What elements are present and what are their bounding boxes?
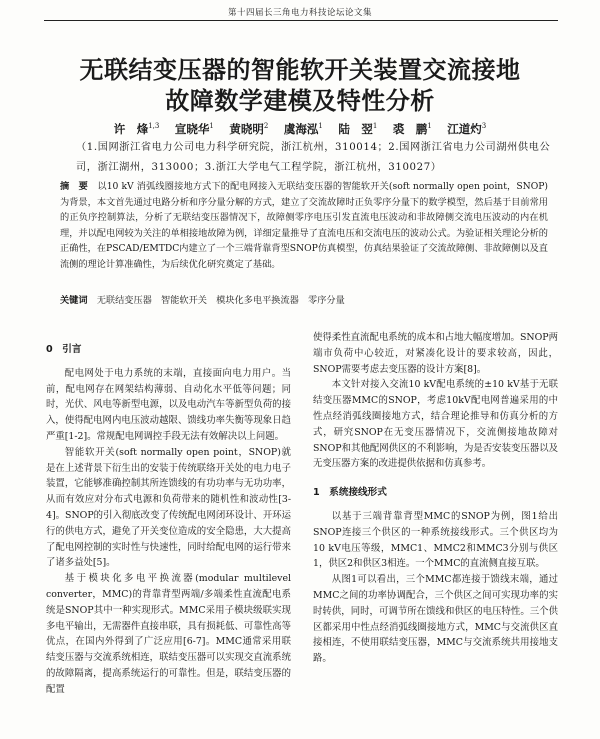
left-column [46, 342, 291, 698]
section-heading-system-wiring: 1 系统接线形式 [313, 487, 387, 499]
paragraph: 配电网处于电力系统的末端，直接面向电力用户。当前，配电网存在网架结构薄弱、自动化水平低等问题；同时，光伏、风电等新型电源，以及电动汽车等新型负荷的接入，使得配电网内电压波动越限、馈线功率失衡等现象日趋严重[1-2]。常规配电网调控手段无法有效解决以上问题。 [46, 367, 291, 442]
right-column [313, 330, 558, 667]
paper-title-line-2: 故障数学建模及特性分析 [165, 87, 435, 115]
author: 宣晓华$^1$ [174, 122, 214, 136]
paragraph: 基于模块化多电平换流器(modular multilevel converter，MMC)的背靠背型两端/多端柔性直流配电系统是SNOP其中一种实现形式。MMC采用子模块级联实现多电平输出，无需器件直接串联，具有损耗低、可靠性高等优点，在国内外得到了广泛应用[6-7]。MMC通常采用联结变压器与交流系统相连，联结变压器可以实现交直流系统的故障隔离，提高系统运行的可靠性。但是，联结变压器的配置 [46, 573, 291, 695]
author: 陆 翌$^1$ [338, 122, 378, 136]
abstract-text: 以10 kV 消弧线圈接地方式下的配电网接入无联结变压器的智能软开关(soft normally open point，SNOP)为背景，本文首先通过电路分析和序分量分解的方式，建立了交流故障时正负零序分量下的数学模型，然后基于目前常用的正负序控制算法，分析了无联结变压器情况下，故障侧零序电压引发直流电压波动和非故障侧交流电压波动的内在机理，并以配电网较为关注的单相接地故障为例，详细定量推导了直流电压和交流电压的波动公式。为验证相关理论分析的正确性，在PSCAD/EMTDC内建立了一个三端背靠背型SNOP仿真模型，仿真结果验证了交流故障侧、非故障侧以及直流侧的理论计算准确性，为后续优化研究奠定了基础。 [60, 181, 549, 270]
keywords [60, 292, 548, 306]
paragraph: 从图1可以看出，三个MMC都连接于馈线末端，通过MMC之间的功率协调配合，三个供区之间可实现功率的实时转供，同时，可调节所在馈线和供区的电压特性。三个供区都采用中性点经消弧线圈接地方式，MMC与交流供区直接相连，不使用联结变压器，MMC与交流系统共用接地支路。 [313, 574, 558, 665]
author: 黄晓明$^2$ [229, 122, 269, 136]
section-heading-introduction: 0 引言 [46, 344, 82, 355]
running-header: 第十四届长三角电力科技论坛论文集 [227, 8, 372, 18]
paragraph: 以基于三端背靠背型MMC的SNOP为例，图1给出SNOP连接三个供区的一种系统接线形式。三个供区均为10 kV电压等级，MMC1、MMC2和MMC3分别与供区1，供区2和供区3相连。一个MMC的直流侧直接互联。 [313, 510, 558, 570]
author: 许 烽$^{1,3}$ [113, 122, 160, 136]
author: 裘 鹏$^1$ [392, 122, 432, 136]
paragraph: 智能软开关(soft normally open point，SNOP)就是在上述背景下衍生出的安装于传统联络开关处的电力电子装置，它能够准确控制其所连馈线的有功功率与无功功率，从而有效应对分布式电源和负荷带来的随机性和波动性[3-4]。SNOP的引入彻底改变了传统配电网闭环设计、开环运行的供电方式，避免了开关变位造成的安全隐患，大大提高了配电网控制的实时性与快速性，同时给配电网的运行带来了诸多益处[5]。 [46, 446, 291, 569]
affiliations: （1.国网浙江省电力公司电力科学研究院，浙江杭州，310014；2.国网浙江省电力公司湖州供电公司，浙江湖州，313000；3.浙江大学电气工程学院，浙江杭州，310027） [76, 142, 551, 173]
paragraph: 本文针对接入交流10 kV配电系统的±10 kV基于无联结变压器MMC的SNOP，考虑10kV配电网普遍采用的中性点经消弧线圈接地方式，结合理论推导和仿真分析的方式，研究SNOP在无变压器情况下，交流侧接地故障对SNOP和其他配网供区的不利影响，为是否安装变压器以及无变压器方案的改进提供依据和仿真参考。 [313, 379, 558, 470]
header-rule [44, 20, 558, 21]
abstract-label: 摘 要 [60, 181, 89, 192]
paragraph: 使得柔性直流配电系统的成本和占地大幅度增加。SNOP两端市负荷中心较近，对紧凑化设计的要求较高，因此，SNOP需要考虑去变压器的设计方案[8]。 [313, 332, 558, 375]
keywords-text: 无联结变压器 智能软开关 模块化多电平换流器 零序分量 [96, 295, 345, 306]
keywords-label: 关键词 [60, 295, 88, 306]
author: 虞海泓$^1$ [283, 122, 323, 136]
author-list [0, 121, 600, 137]
paper-title-line-1: 无联结变压器的智能软开关装置交流接地 [79, 56, 521, 84]
author: 江道灼$^3$ [447, 122, 487, 136]
abstract [60, 179, 548, 273]
